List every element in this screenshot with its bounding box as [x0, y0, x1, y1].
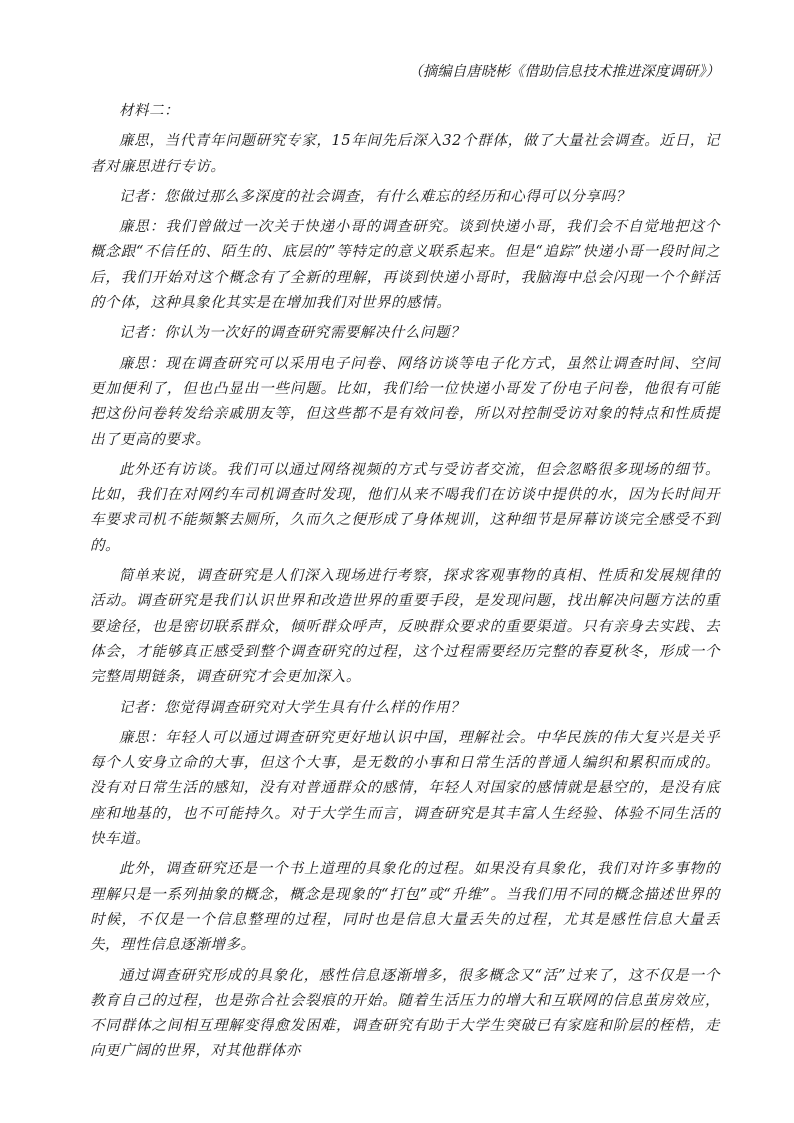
- section-title: 材料二：: [119, 103, 180, 119]
- paragraph: 廉思：年轻人可以通过调查研究更好地认识中国，理解社会。中华民族的伟大复兴是关乎每个人安身立命的大事，但这个大事，是无数的小事和日常生活的普通人编织和累积而成的。没有对日常生活的感知，没有对普通群众的感情，年轻人对国家的感情就是悬空的，是没有底座和地基的，也不可能持久。对于大学生而言，调查研究是其丰富人生经验、体验不同生活的快车道。: [90, 729, 720, 848]
- paragraph: 简单来说，调查研究是人们深入现场进行考察，探求客观事物的真相、性质和发展规律的活动。调查研究是我们认识世界和改造世界的重要手段，是发现问题，找出解决问题方法的重要途径，也是密切联系群众，倾听群众呼声，反映群众要求的重要渠道。只有亲身去实践、去体会，才能够真正感受到整个调查研究的过程，这个过程需要经历完整的春夏秋冬，形成一个完整周期链条，调查研究才会更加深入。: [90, 568, 720, 686]
- paragraph: 此外还有访谈。我们可以通过网络视频的方式与受访者交流，但会忽略很多现场的细节。比如，我们在对网约车司机调查时发现，他们从来不喝我们在访谈中提供的水，因为长时间开车要求司机不能频繁去厕所，久而久之便形成了身体规训，这种细节是屏幕访谈完全感受不到的。: [90, 461, 720, 554]
- paragraph: 廉思：我们曾做过一次关于快递小哥的调查研究。谈到快递小哥，我们会不自觉地把这个概念跟“不信任的、陌生的、底层的”等特定的意义联系起来。但是“追踪”快递小哥一段时间之后，我们开始对这个概念有了全新的理解，再谈到快递小哥时，我脑海中总会闪现一个个鲜活的个体，这种具象化其实是在增加我们对世界的感情。: [90, 219, 720, 312]
- source-citation: （摘编自唐晓彬《借助信息技术推进深度调研》）: [408, 64, 720, 80]
- paragraph: 廉思，当代青年问题研究专家，15年间先后深入32个群体，做了大量社会调查。近日，记者对廉思进行专访。: [90, 133, 720, 175]
- paragraph: 记者：您做过那么多深度的社会调查，有什么难忘的经历和心得可以分享吗？: [119, 188, 631, 205]
- paragraph: 记者：您觉得调查研究对大学生具有什么样的作用？: [119, 699, 466, 716]
- document-body: [90, 99, 720, 1070]
- paragraph: 记者：你认为一次好的调查研究需要解决什么问题？: [119, 325, 466, 342]
- paragraph: 此外，调查研究还是一个书上道理的具象化的过程。如果没有具象化，我们对许多事物的理解只是一系列抽象的概念，概念是现象的“打包”或“升维”。当我们用不同的概念描述世界的时候，不仅是一个信息整理的过程，同时也是信息大量丢失的过程，尤其是感性信息大量丢失，理性信息逐渐增多。: [90, 861, 720, 954]
- paragraph: 廉思：现在调查研究可以采用电子问卷、网络访谈等电子化方式，虽然让调查时间、空间更加便利了，但也凸显出一些问题。比如，我们给一位快递小哥发了份电子问卷，他很有可能把这份问卷转发给亲戚朋友等，但这些都不是有效问卷，所以对控制受访对象的特点和性质提出了更高的要求。: [90, 355, 720, 448]
- paragraph: 通过调查研究形成的具象化，感性信息逐渐增多，很多概念又“活”过来了，这不仅是一个教育自己的过程，也是弥合社会裂痕的开始。随着生活压力的增大和互联网的信息茧房效应，不同群体之间相互理解变得愈发困难，调查研究有助于大学生突破已有家庭和阶层的桎梏，走向更广阔的世界，对其他群体亦: [90, 967, 720, 1060]
